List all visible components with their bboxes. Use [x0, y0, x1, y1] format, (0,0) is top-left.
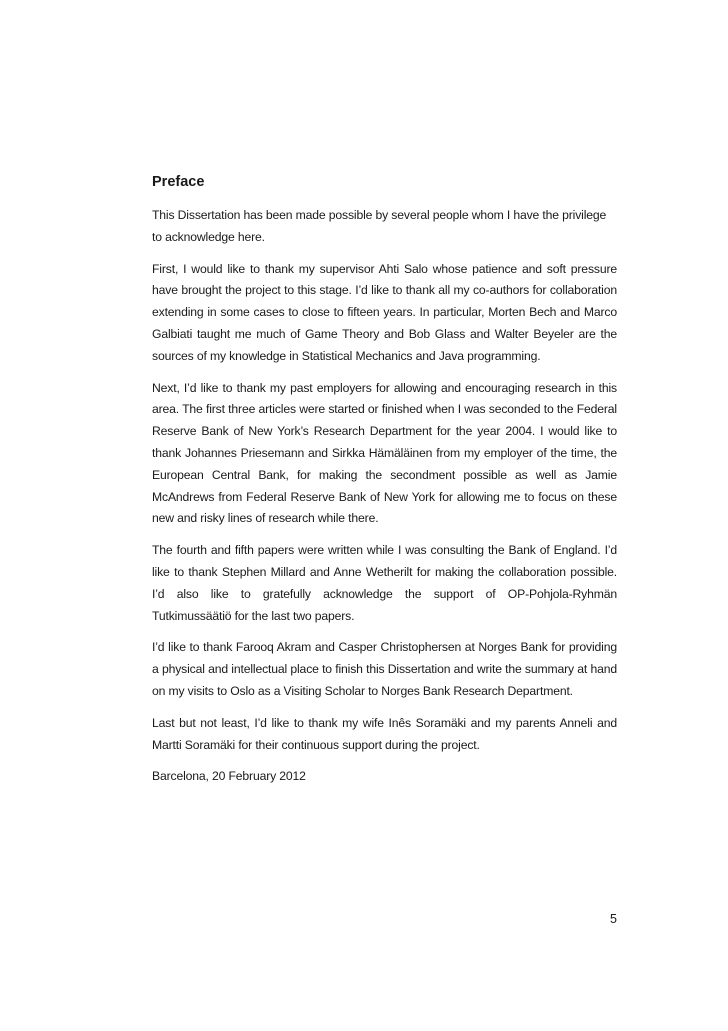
paragraph-bank-of-england: The fourth and fifth papers were written while I was consulting the Bank of England. I’d like to thank Stephen Millard and Anne Wetherilt for making the collaboration possible. I’d also like to gratefully acknowledge the support of OP-Pohjola-Ryhmän Tutkimussäätiö for the last two papers.: [152, 543, 617, 623]
paragraph-family: Last but not least, I’d like to thank my wife Inês Soramäki and my parents Anneli and Martti Soramäki for their continuous support during the project.: [152, 715, 617, 752]
paragraph-employers: Next, I’d like to thank my past employers for allowing and encouraging research in this area. The first three articles were started or finished when I was seconded to the Federal Reserve Bank of New York’s Research Department for the year 2004. I would like to thank Johannes Priesemann and Sirkka Hämäläinen from my employer of the time, the European Central Bank, for making the secondment possible as well as Jamie McAndrews from Federal Reserve Bank of New York for allowing me to focus on these new and risky lines of research while there.: [152, 380, 617, 526]
preface-section: [152, 172, 617, 798]
paragraph-supervisor: First, I would like to thank my supervisor Ahti Salo whose patience and soft pressure have brought the project to this stage. I’d like to thank all my co-authors for collaboration extending in some cases to close to fifteen years. In particular, Morten Bech and Marco Galbiati taught me much of Game Theory and Bob Glass and Walter Beyeler are the sources of my knowledge in Statistical Mechanics and Java programming.: [152, 261, 617, 363]
paragraph-norges-bank: I’d like to thank Farooq Akram and Casper Christophersen at Norges Bank for providing a physical and intellectual place to finish this Dissertation and write the summary at hand on my visits to Oslo as a Visiting Scholar to Norges Bank Research Department.: [152, 640, 617, 698]
page-number: 5: [610, 912, 617, 926]
place-date: Barcelona, 20 February 2012: [152, 769, 306, 784]
paragraph-intro: This Dissertation has been made possible by several people whom I have the privilege to acknowledge here.: [152, 208, 607, 244]
section-title: Preface: [152, 174, 205, 190]
